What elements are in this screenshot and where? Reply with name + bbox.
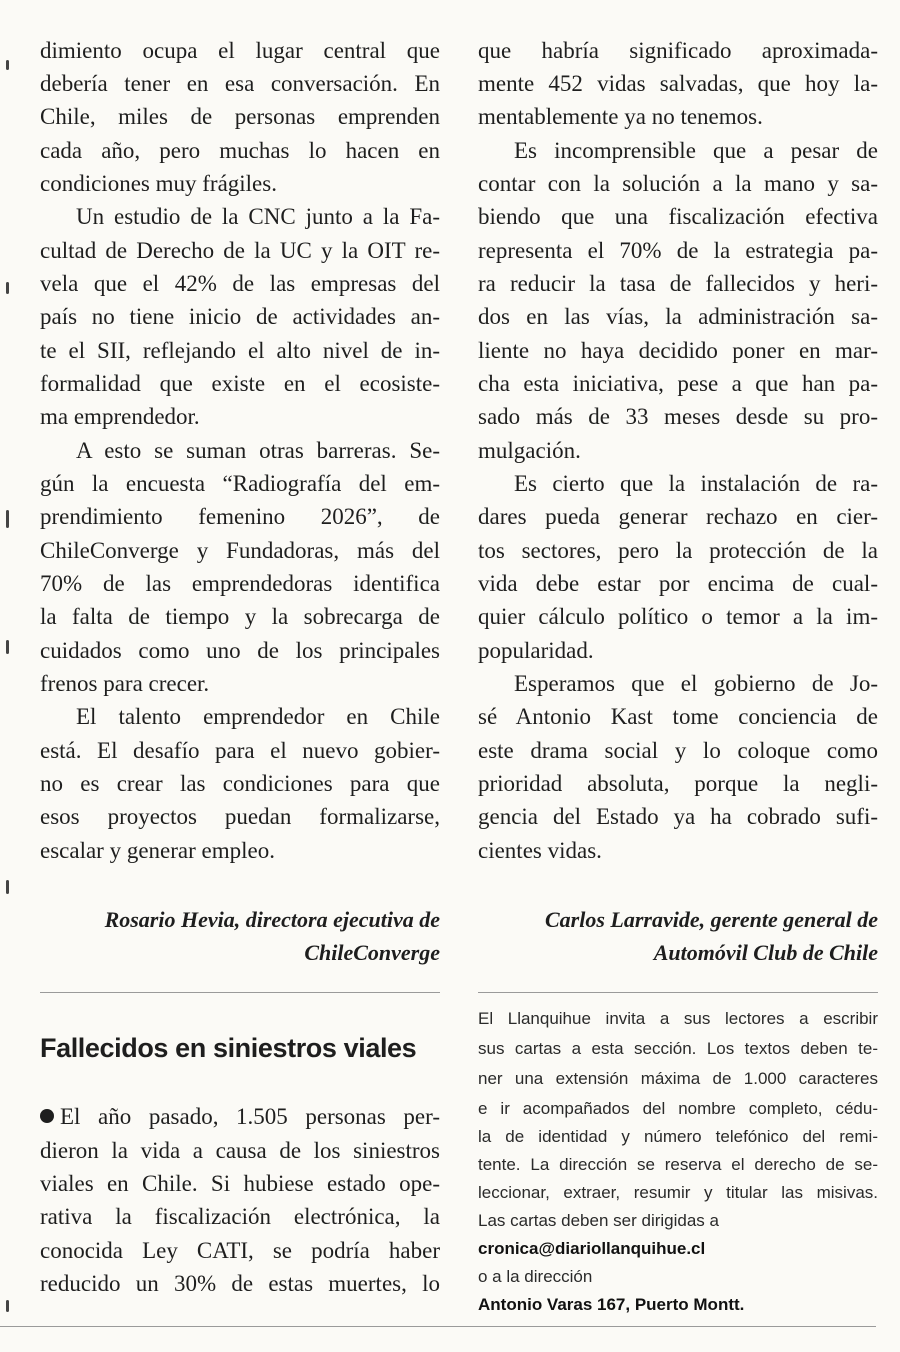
text-line: gencia del Estado ya ha cobrado sufi- <box>478 804 878 829</box>
text-line: este drama social y lo coloque como <box>478 738 878 763</box>
text-line: dos en las vías, la administración sa- <box>478 304 878 329</box>
text-line: prendimiento femenino 2026”, de <box>40 504 440 529</box>
text-line: debería tener en esa conversación. En <box>40 71 440 96</box>
text-line: Chile, miles de personas emprenden <box>40 104 440 129</box>
text-line: rativa la fiscalización electrónica, la <box>40 1204 440 1229</box>
text-line: sado más de 33 meses desde su pro- <box>478 404 878 429</box>
text-line: biendo que una fiscalización efectiva <box>478 204 878 229</box>
text-line: dares pueda generar rechazo en cier- <box>478 504 878 529</box>
text-line: Un estudio de la CNC junto a la Fa- <box>76 204 440 229</box>
margin-mark <box>6 1300 9 1312</box>
note-line: o a la dirección <box>478 1267 593 1286</box>
note-line: Las cartas deben ser dirigidas a <box>478 1211 719 1230</box>
bullet-icon <box>40 1109 54 1123</box>
text-line: te el SII, reflejando el alto nivel de in- <box>40 338 440 363</box>
text-line: cada año, pero muchas lo hacen en <box>40 138 440 163</box>
margin-mark <box>6 510 9 528</box>
note-line: El Llanquihue invita a sus lectores a escribir <box>478 1009 878 1028</box>
text-line: ma emprendedor. <box>40 404 200 429</box>
section-divider <box>478 992 878 993</box>
text-line: cultad de Derecho de la UC y la OIT re- <box>40 238 440 263</box>
text-line: Es cierto que la instalación de ra- <box>514 471 878 496</box>
text-line: popularidad. <box>478 638 594 663</box>
signature-organization: ChileConverge <box>304 940 440 965</box>
letter-headline: Fallecidos en siniestros viales <box>40 1033 417 1063</box>
text-line: ra reducir la tasa de fallecidos y heri- <box>478 271 878 296</box>
text-line: prioridad absoluta, porque la negli- <box>478 771 878 796</box>
signature-organization: Automóvil Club de Chile <box>653 940 878 965</box>
text-line: gún la encuesta “Radiografía del em- <box>40 471 440 496</box>
page-bottom-rule <box>0 1326 876 1327</box>
text-line: mulgación. <box>478 438 581 463</box>
text-line: condiciones muy frágiles. <box>40 171 277 196</box>
text-line: cuidados como uno de los principales <box>40 638 440 663</box>
text-line: escalar y generar empleo. <box>40 838 275 863</box>
text-line: formalidad que existe en el ecosiste- <box>40 371 440 396</box>
text-line: El talento emprendedor en Chile <box>76 704 440 729</box>
text-line: reducido un 30% de estas muertes, lo <box>40 1271 440 1296</box>
text-line: 70% de las emprendedoras identifica <box>40 571 440 596</box>
text-line: está. El desafío para el nuevo gobier- <box>40 738 440 763</box>
text-line: esos proyectos puedan formalizarse, <box>40 804 440 829</box>
signature-author: Carlos Larravide, gerente general de <box>544 907 878 932</box>
text-line: mentablemente ya no tenemos. <box>478 104 763 129</box>
margin-mark <box>6 282 9 294</box>
contact-email: cronica@diariollanquihue.cl <box>478 1239 706 1258</box>
text-line: tos sectores, pero la protección de la <box>478 538 878 563</box>
text-line: viales en Chile. Si hubiese estado ope- <box>40 1171 440 1196</box>
text-line: A esto se suman otras barreras. Se- <box>76 438 440 463</box>
text-line: Esperamos que el gobierno de Jo- <box>514 671 878 696</box>
text-line: cha esta iniciativa, pese a que han pa- <box>478 371 878 396</box>
text-line: cientes vidas. <box>478 838 602 863</box>
text-line: no es crear las condiciones para que <box>40 771 440 796</box>
text-line: liente no haya decidido poner en mar- <box>478 338 878 363</box>
note-line: la de identidad y número telefónico del remi- <box>478 1127 878 1146</box>
signature-author: Rosario Hevia, directora ejecutiva de <box>104 907 440 932</box>
text-line: dieron la vida a causa de los siniestros <box>40 1138 440 1163</box>
text-line: conocida Ley CATI, se podría haber <box>40 1238 440 1263</box>
note-line: ner una extensión máxima de 1.000 caracteres <box>478 1069 878 1088</box>
note-line: leccionar, extraer, resumir y titular las misivas. <box>478 1183 878 1202</box>
text-line: Es incomprensible que a pesar de <box>514 138 878 163</box>
text-line: ChileConverge y Fundadoras, más del <box>40 538 440 563</box>
text-line: sé Antonio Kast tome conciencia de <box>478 704 878 729</box>
text-line: representa el 70% de la estrategia pa- <box>478 238 878 263</box>
text-line: vela que el 42% de las empresas del <box>40 271 440 296</box>
note-line: tente. La dirección se reserva el derecho de se- <box>478 1155 878 1174</box>
text-line: la falta de tiempo y la sobrecarga de <box>40 604 440 629</box>
margin-mark <box>6 640 9 654</box>
text-line: quier cálculo político o temor a la im- <box>478 604 878 629</box>
text-line: vida debe estar por encima de cual- <box>478 571 878 596</box>
margin-mark <box>6 880 9 894</box>
text-line: El año pasado, 1.505 personas per- <box>40 1100 440 1133</box>
note-line: e ir acompañados del nombre completo, cédu- <box>478 1099 878 1118</box>
margin-mark <box>6 60 9 70</box>
text-line: mente 452 vidas salvadas, que hoy la- <box>478 71 878 96</box>
text-line: contar con la solución a la mano y sa- <box>478 171 878 196</box>
contact-address: Antonio Varas 167, Puerto Montt. <box>478 1295 745 1314</box>
text-line: que habría significado aproximada- <box>478 38 878 63</box>
text-line: dimiento ocupa el lugar central que <box>40 38 440 63</box>
note-line: sus cartas a esta sección. Los textos deben te- <box>478 1039 878 1058</box>
text-line: país no tiene inicio de actividades an- <box>40 304 440 329</box>
section-divider <box>40 992 440 993</box>
text-line: frenos para crecer. <box>40 671 210 696</box>
